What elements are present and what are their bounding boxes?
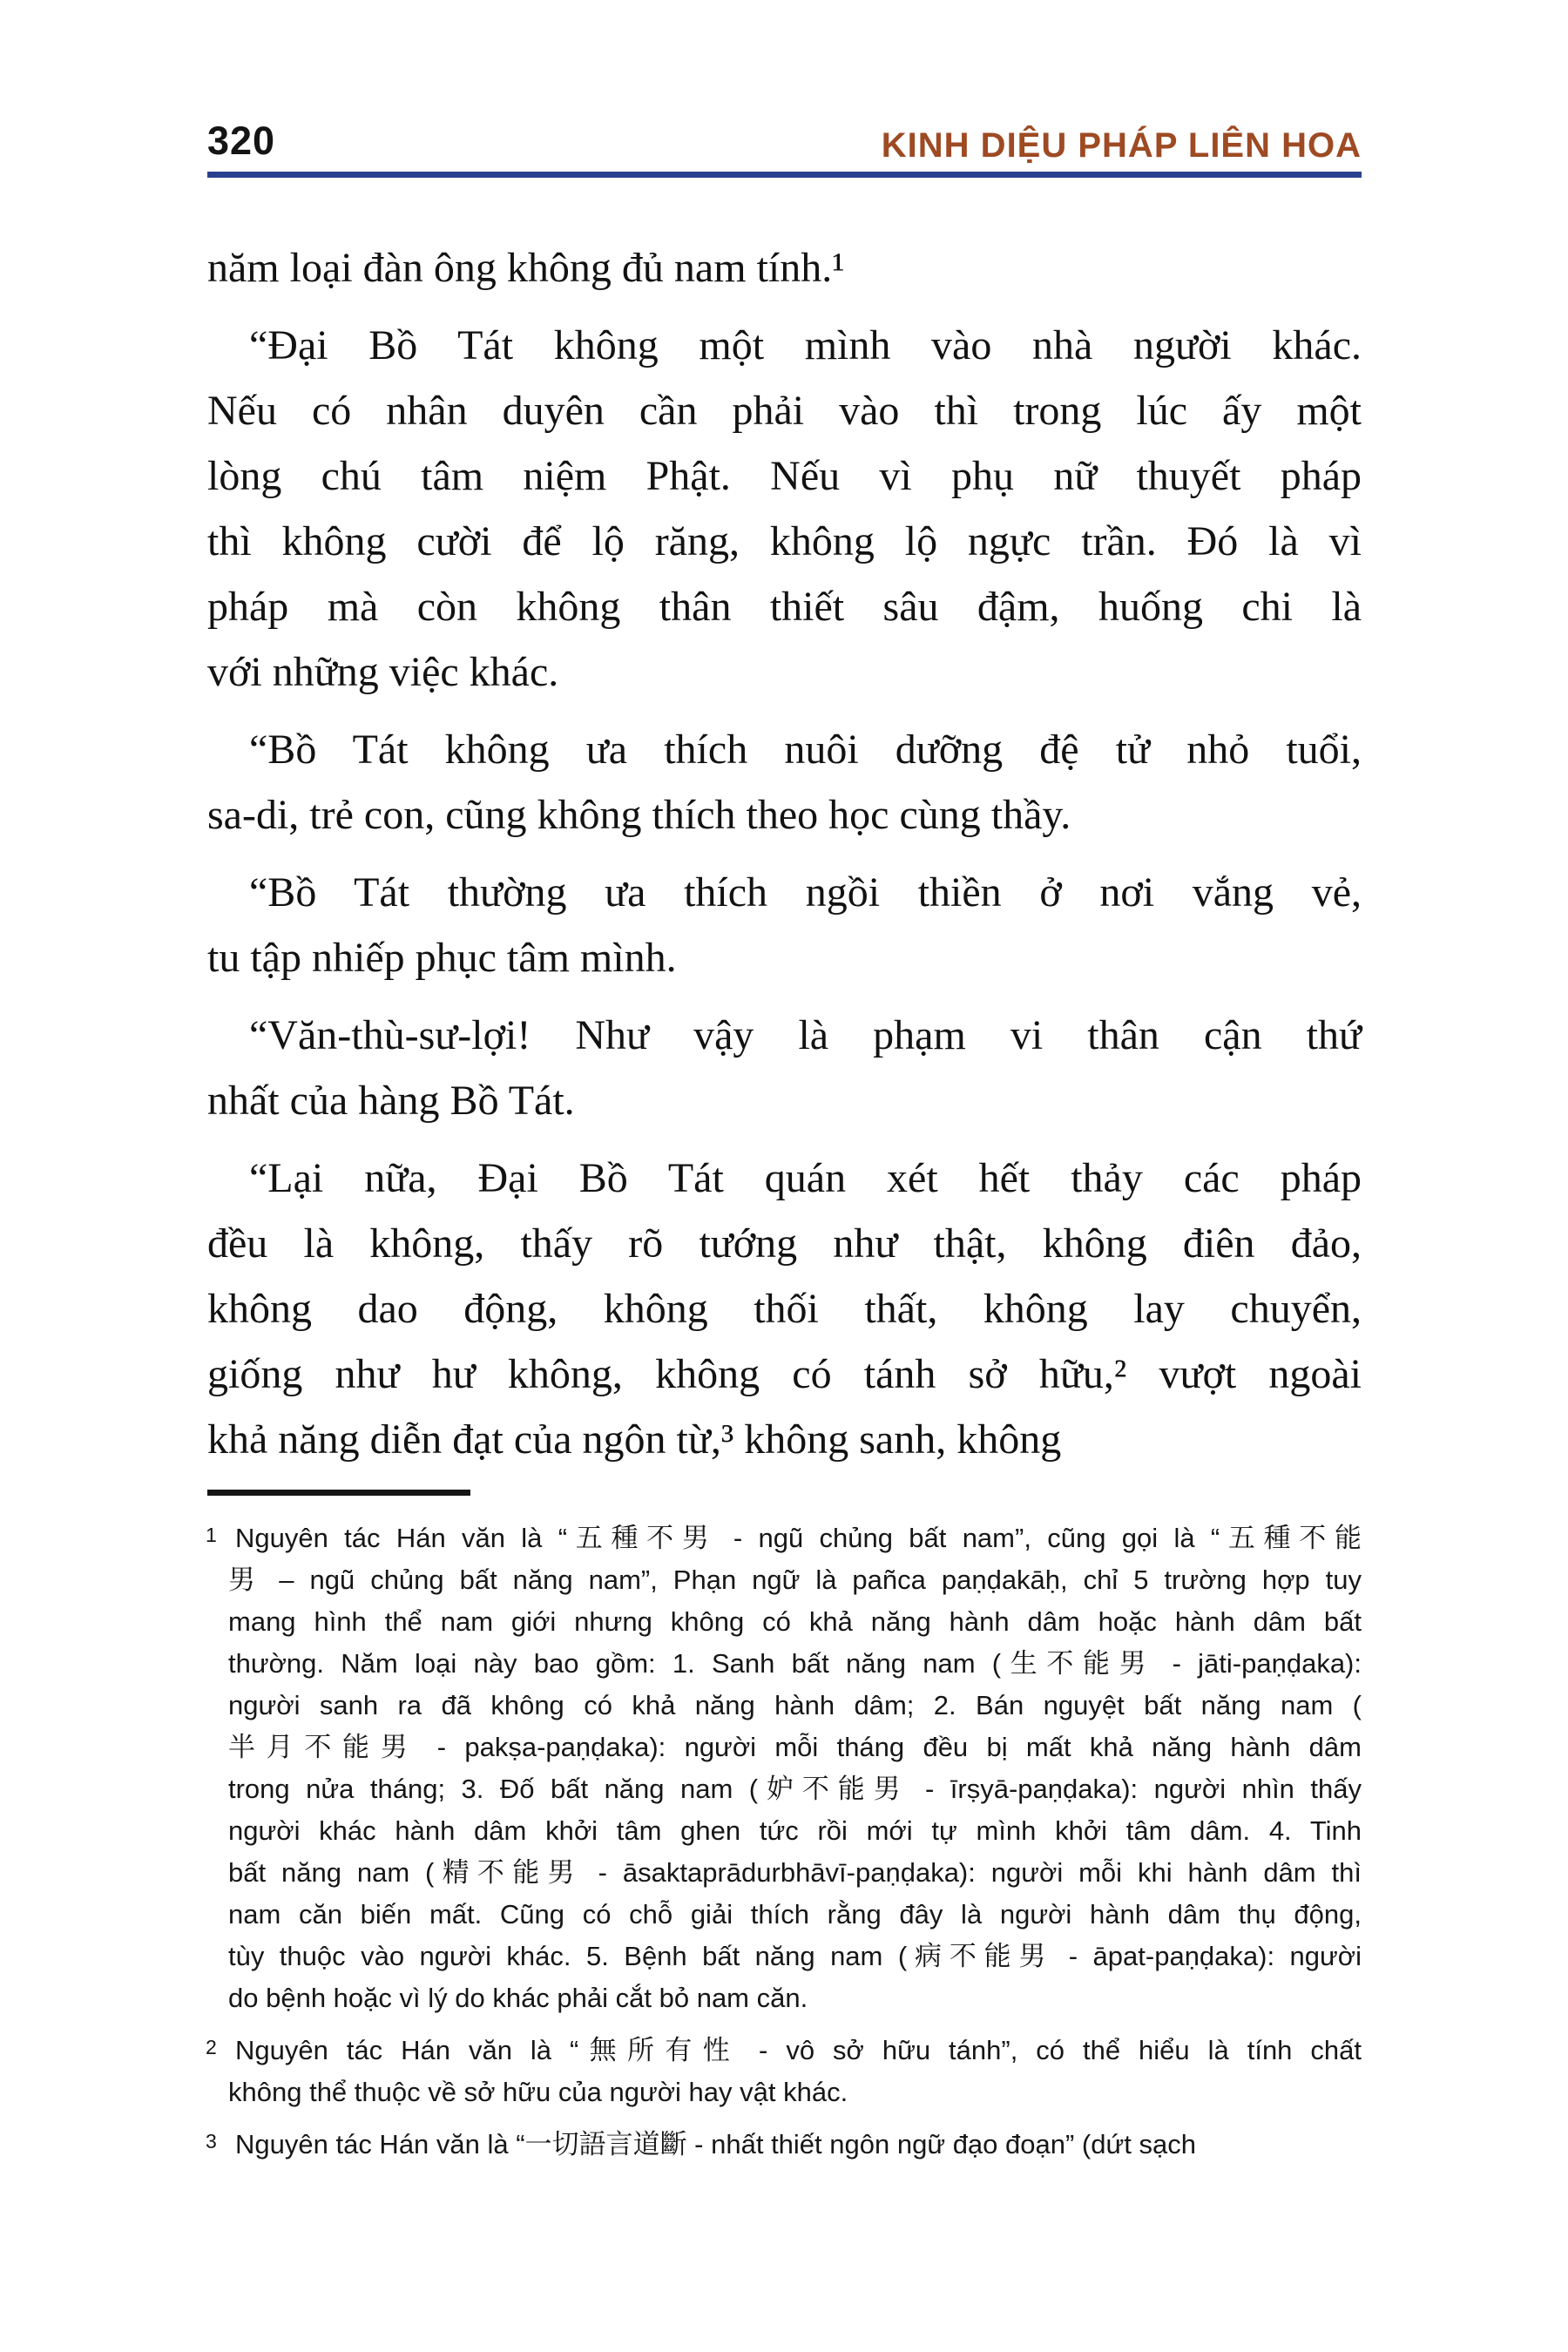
text-line: tu tập nhiếp phục tâm mình.: [207, 935, 677, 981]
footnote-separator: [207, 1490, 470, 1496]
footnote: [207, 1517, 1362, 2019]
text-line: “Lại nữa, Đại Bồ Tát quán xét hết thảy các pháp: [249, 1155, 1362, 1201]
footnote-line: [206, 1517, 1362, 1559]
footnote-text: Nguyên tác Hán văn là “一切語言道斷 - nhất thiết ngôn ngữ đạo đoạn” (dứt sạch: [235, 2129, 1196, 2159]
footnote-line: nam căn biến mất. Cũng có chỗ giải thích rằng đây là người hành dâm thụ động,: [228, 1899, 1362, 1930]
paragraph: [207, 1003, 1362, 1133]
text-line: “Đại Bồ Tát không một mình vào nhà người khác.: [249, 322, 1362, 368]
paragraph: [207, 1146, 1362, 1472]
page-number: 320: [207, 118, 276, 163]
text-line: năm loại đàn ông không đủ nam tính.¹: [207, 245, 845, 291]
paragraph: [207, 235, 1362, 301]
footnote-line: [206, 2124, 1362, 2166]
text-line: “Văn-thù-sư-lợi! Như vậy là phạm vi thân cận thứ: [249, 1012, 1362, 1058]
footnote-line: bất năng nam (精不能男 - āsaktaprādurbhāvī-paṇḍaka): người mỗi khi hành dâm thì: [228, 1857, 1362, 1888]
text-line: thì không cười để lộ răng, không lộ ngực trần. Đó là vì: [207, 518, 1362, 564]
paragraph: [207, 860, 1362, 990]
footnote-line: [206, 2030, 1362, 2072]
footnote-line: do bệnh hoặc vì lý do khác phải cắt bỏ nam căn.: [228, 1983, 808, 2013]
footnote-line: người khác hành dâm khởi tâm ghen tức rồi mới tự mình khởi tâm dâm. 4. Tinh: [228, 1815, 1362, 1846]
footnote-text: Nguyên tác Hán văn là “無所有性 - vô sở hữu tánh”, có thể hiểu là tính chất: [235, 2035, 1362, 2065]
footnotes: [207, 1517, 1362, 2166]
text-line: với những việc khác.: [207, 649, 559, 695]
footnote-line: tùy thuộc vào người khác. 5. Bệnh bất năng nam (病不能男 - āpat-paṇḍaka): người: [228, 1941, 1362, 1971]
footnote: [207, 2124, 1362, 2166]
paragraph: [207, 313, 1362, 705]
text-line: lòng chú tâm niệm Phật. Nếu vì phụ nữ thuyết pháp: [207, 453, 1362, 499]
body-text: [207, 235, 1362, 1472]
text-line: sa-di, trẻ con, cũng không thích theo học cùng thầy.: [207, 792, 1071, 838]
text-line: nhất của hàng Bồ Tát.: [207, 1078, 575, 1124]
paragraph: [207, 717, 1362, 848]
footnote-line: trong nửa tháng; 3. Đố bất năng nam (妒不能男 - īrṣyā-paṇḍaka): người nhìn thấy: [228, 1774, 1362, 1804]
running-title: KINH DIỆU PHÁP LIÊN HOA: [881, 126, 1362, 165]
footnote-line: mang hình thể nam giới nhưng không có khả năng hành dâm hoặc hành dâm bất: [228, 1606, 1362, 1637]
footnote-line: không thể thuộc về sở hữu của người hay vật khác.: [228, 2077, 848, 2107]
text-line: “Bồ Tát không ưa thích nuôi dưỡng đệ tử nhỏ tuổi,: [249, 727, 1362, 773]
text-line: pháp mà còn không thân thiết sâu đậm, huống chi là: [207, 584, 1362, 630]
footnote-line: thường. Năm loại này bao gồm: 1. Sanh bất năng nam (生不能男 - jāti-paṇḍaka):: [228, 1648, 1362, 1679]
footnote-marker: 1: [206, 1524, 217, 1546]
text-line: giống như hư không, không có tánh sở hữu,² vượt ngoài: [207, 1351, 1362, 1397]
footnote: [207, 2030, 1362, 2113]
footnote-marker: 2: [206, 2036, 217, 2058]
footnote-line: người sanh ra đã không có khả năng hành dâm; 2. Bán nguyệt bất năng nam (: [228, 1690, 1362, 1720]
header-rule: [207, 172, 1362, 178]
text-line: đều là không, thấy rõ tướng như thật, không điên đảo,: [207, 1220, 1362, 1267]
footnote-line: 半月不能男 - pakṣa-paṇḍaka): người mỗi tháng đều bị mất khả năng hành dâm: [228, 1732, 1362, 1762]
text-line: “Bồ Tát thường ưa thích ngồi thiền ở nơi vắng vẻ,: [249, 869, 1362, 916]
footnote-marker: 3: [206, 2130, 217, 2153]
text-line: khả năng diễn đạt của ngôn từ,³ không sanh, không: [207, 1416, 1062, 1463]
footnote-text: Nguyên tác Hán văn là “五種不男 - ngũ chủng bất nam”, cũng gọi là “五種不能: [235, 1523, 1362, 1553]
text-line: Nếu có nhân duyên cần phải vào thì trong lúc ấy một: [207, 388, 1362, 434]
footnote-line: 男 – ngũ chủng bất năng nam”, Phạn ngữ là pañca paṇḍakāḥ, chỉ 5 trường hợp tuy: [228, 1565, 1362, 1595]
text-line: không dao động, không thối thất, không lay chuyển,: [207, 1286, 1362, 1332]
